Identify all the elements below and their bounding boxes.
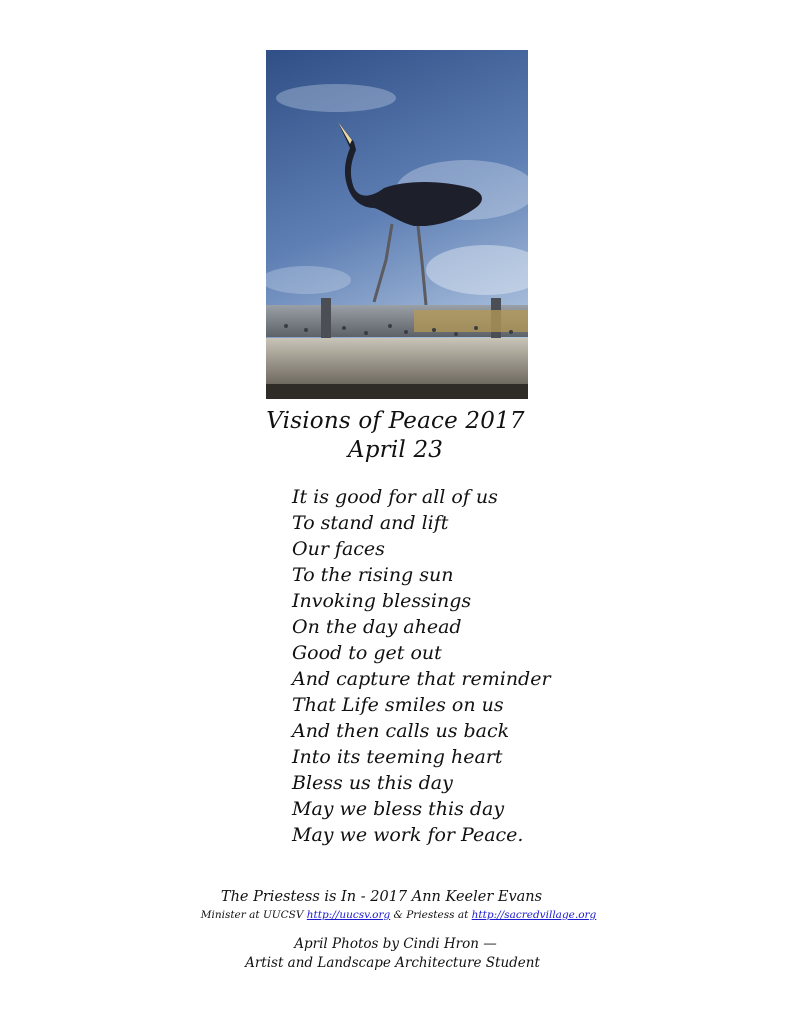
poem-line: To the rising sun [292, 564, 454, 586]
poem-line: Invoking blessings [292, 590, 472, 612]
minister-text: Minister at UUCSV [200, 909, 307, 921]
poem-date: April 23 [347, 437, 444, 463]
poem-body [292, 484, 712, 848]
poem-line: It is good for all of us [292, 486, 498, 508]
poem-line: Our faces [292, 538, 385, 560]
heron-photo [266, 50, 528, 399]
author-credit: The Priestess is In - 2017 Ann Keeler Evans [220, 889, 543, 905]
priestess-text: & Priestess at [390, 909, 472, 921]
poem-line: Into its teeming heart [292, 746, 503, 768]
affiliation-line [3, 909, 791, 921]
sacred-village-link[interactable]: http://sacredvillage.org [471, 909, 597, 921]
poem-line: And capture that reminder [292, 668, 551, 690]
poem-line: That Life smiles on us [292, 694, 504, 716]
poem-line: On the day ahead [292, 616, 462, 638]
poem-title: Visions of Peace 2017 [266, 408, 525, 434]
uucsv-link[interactable]: http://uucsv.org [306, 909, 391, 921]
poem-line: May we bless this day [292, 798, 505, 820]
poem-line: And then calls us back [292, 720, 510, 742]
photographer-role: Artist and Landscape Architecture Student [245, 955, 540, 971]
poem-line: Good to get out [292, 642, 442, 664]
poem-line: To stand and lift [292, 512, 449, 534]
poem-line: Bless us this day [292, 772, 453, 794]
photo-credit: April Photos by Cindi Hron — [294, 936, 497, 952]
heron-photo-image [266, 50, 528, 399]
poem-line: May we work for Peace. [292, 824, 524, 846]
